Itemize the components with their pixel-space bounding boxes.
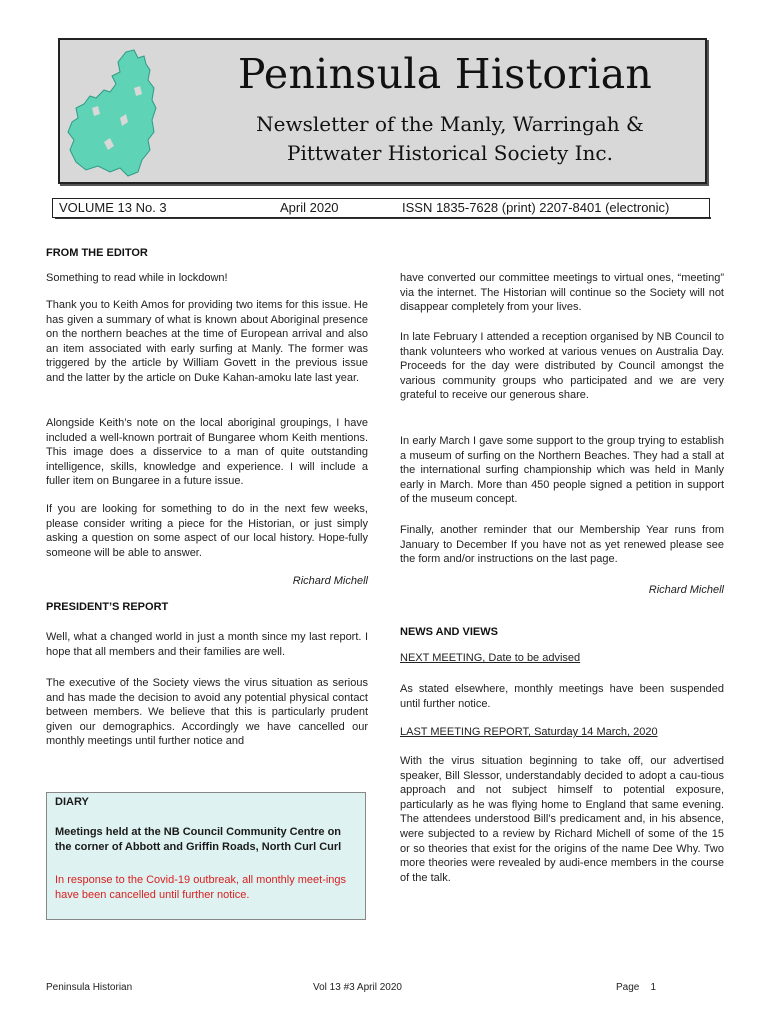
issn: ISSN 1835-7628 (print) 2207-8401 (electronic)	[402, 200, 670, 215]
editor-paragraph-3: Alongside Keith’s note on the local aboriginal groupings, I have included a well-known portrait of Bungaree whom Keith mentions. This image does a disservice to a man of quite outstanding intelligence, skills, knowledge and experience. I will include a fuller item on Bungaree in a future issue.	[46, 417, 368, 488]
left-column	[46, 246, 368, 261]
editor-paragraph-2: Thank you to Keith Amos for providing two items for this issue. He has given a summary of what is known about Aboriginal presence on the northern beaches at the time of European arrival and also an item associated with early surfing at Manly. The former was triggered by the article by William Govett in the previous issue and the latter by the article on Duke Kahan-amoku late last year.	[46, 299, 368, 384]
footer-page-number: Page 1	[616, 982, 657, 993]
editor-right-paragraph-3: In early March I gave some support to the group trying to establish a museum of surfing on the Northern Beaches. They had a stall at the international surfing championship which was held in Manly early in March. More than 450 people signed a petition in support of the museum concept.	[400, 435, 724, 506]
editor-paragraph-4: If you are looking for something to do in the next few weeks, please consider writing a piece for the Historian, or just simply asking a question on some aspect of our local history. Hope-fully someone will be able to answer.	[46, 503, 368, 559]
diary-notice: In response to the Covid-19 outbreak, all monthly meet-ings have been cancelled until further notice.	[55, 874, 347, 901]
newsletter-subtitle-line2: Pittwater Historical Society Inc.	[287, 141, 613, 165]
editor-right-paragraph-4: Finally, another reminder that our Membership Year runs from January to December If you have not as yet renewed please see the form and/or instructions on the last page.	[400, 524, 724, 566]
editor-right-paragraph-1: have converted our committee meetings to virtual ones, “meeting” via the internet. The Historian will continue so the Society will not disappear completely from your lives.	[400, 272, 724, 314]
president-paragraph-2: The executive of the Society views the virus situation as serious and has made the decision to avoid any potential physical contact between members. We believe that this is particularly prudent given our demographics. Accordingly we have cancelled our monthly meetings until further notice and	[46, 677, 368, 748]
volume-bar	[52, 198, 710, 218]
footer-center: Vol 13 #3 April 2020	[313, 982, 402, 993]
masthead	[58, 38, 707, 184]
editor-section	[46, 271, 368, 286]
footer-left: Peninsula Historian	[46, 982, 133, 993]
president-heading: PRESIDENT’S REPORT	[46, 601, 169, 613]
newsletter-subtitle-line1: Newsletter of the Manly, Warringah &	[256, 112, 644, 136]
diary-body: Meetings held at the NB Council Community Centre on the corner of Abbott and Griffin Roads, North Curl Curl	[55, 826, 342, 853]
news-heading: NEWS AND VIEWS	[400, 626, 498, 638]
issue-date: April 2020	[280, 200, 339, 215]
editor-paragraph-1: Something to read while in lockdown!	[46, 272, 228, 284]
editor-heading: FROM THE EDITOR	[46, 247, 148, 259]
next-meeting-text: As stated elsewhere, monthly meetings have been suspended until further notice.	[400, 683, 724, 710]
peninsula-map-icon	[64, 48, 160, 178]
diary-box	[46, 792, 366, 920]
last-meeting-text: With the virus situation beginning to take off, our advertised speaker, Bill Slessor, understandably decided to adopt a cau-tious approach and not subject himself to potential exposure, particularly as he was flying home to England that same evening. The attendees understood Bill’s predicament and, in his absence, were subjected to a review by Richard Michell of some of the 15 or so theories that exist for the origins of the name Dee Why. Two more theories were revealed by audi-ence members in the course of the talk.	[400, 755, 724, 884]
volume-number: VOLUME 13 No. 3	[59, 200, 167, 215]
diary-heading: DIARY	[55, 796, 89, 808]
last-meeting-heading: LAST MEETING REPORT, Saturday 14 March, 2020	[400, 726, 658, 738]
newsletter-title: Peninsula Historian	[237, 50, 653, 98]
editor-right-paragraph-2: In late February I attended a reception organised by NB Council to thank volunteers who worked at various venues on Australia Day. Proceeds for the day were distributed by Council amongst the various community groups who participated and we are very grateful to receive our generous share.	[400, 331, 724, 402]
president-paragraph-1: Well, what a changed world in just a month since my last report. I hope that all members and their families are well.	[46, 631, 368, 658]
editor-signature: Richard Michell	[292, 575, 368, 587]
next-meeting-heading: NEXT MEETING, Date to be advised	[400, 652, 581, 664]
editor-right-signature: Richard Michell	[648, 584, 724, 596]
